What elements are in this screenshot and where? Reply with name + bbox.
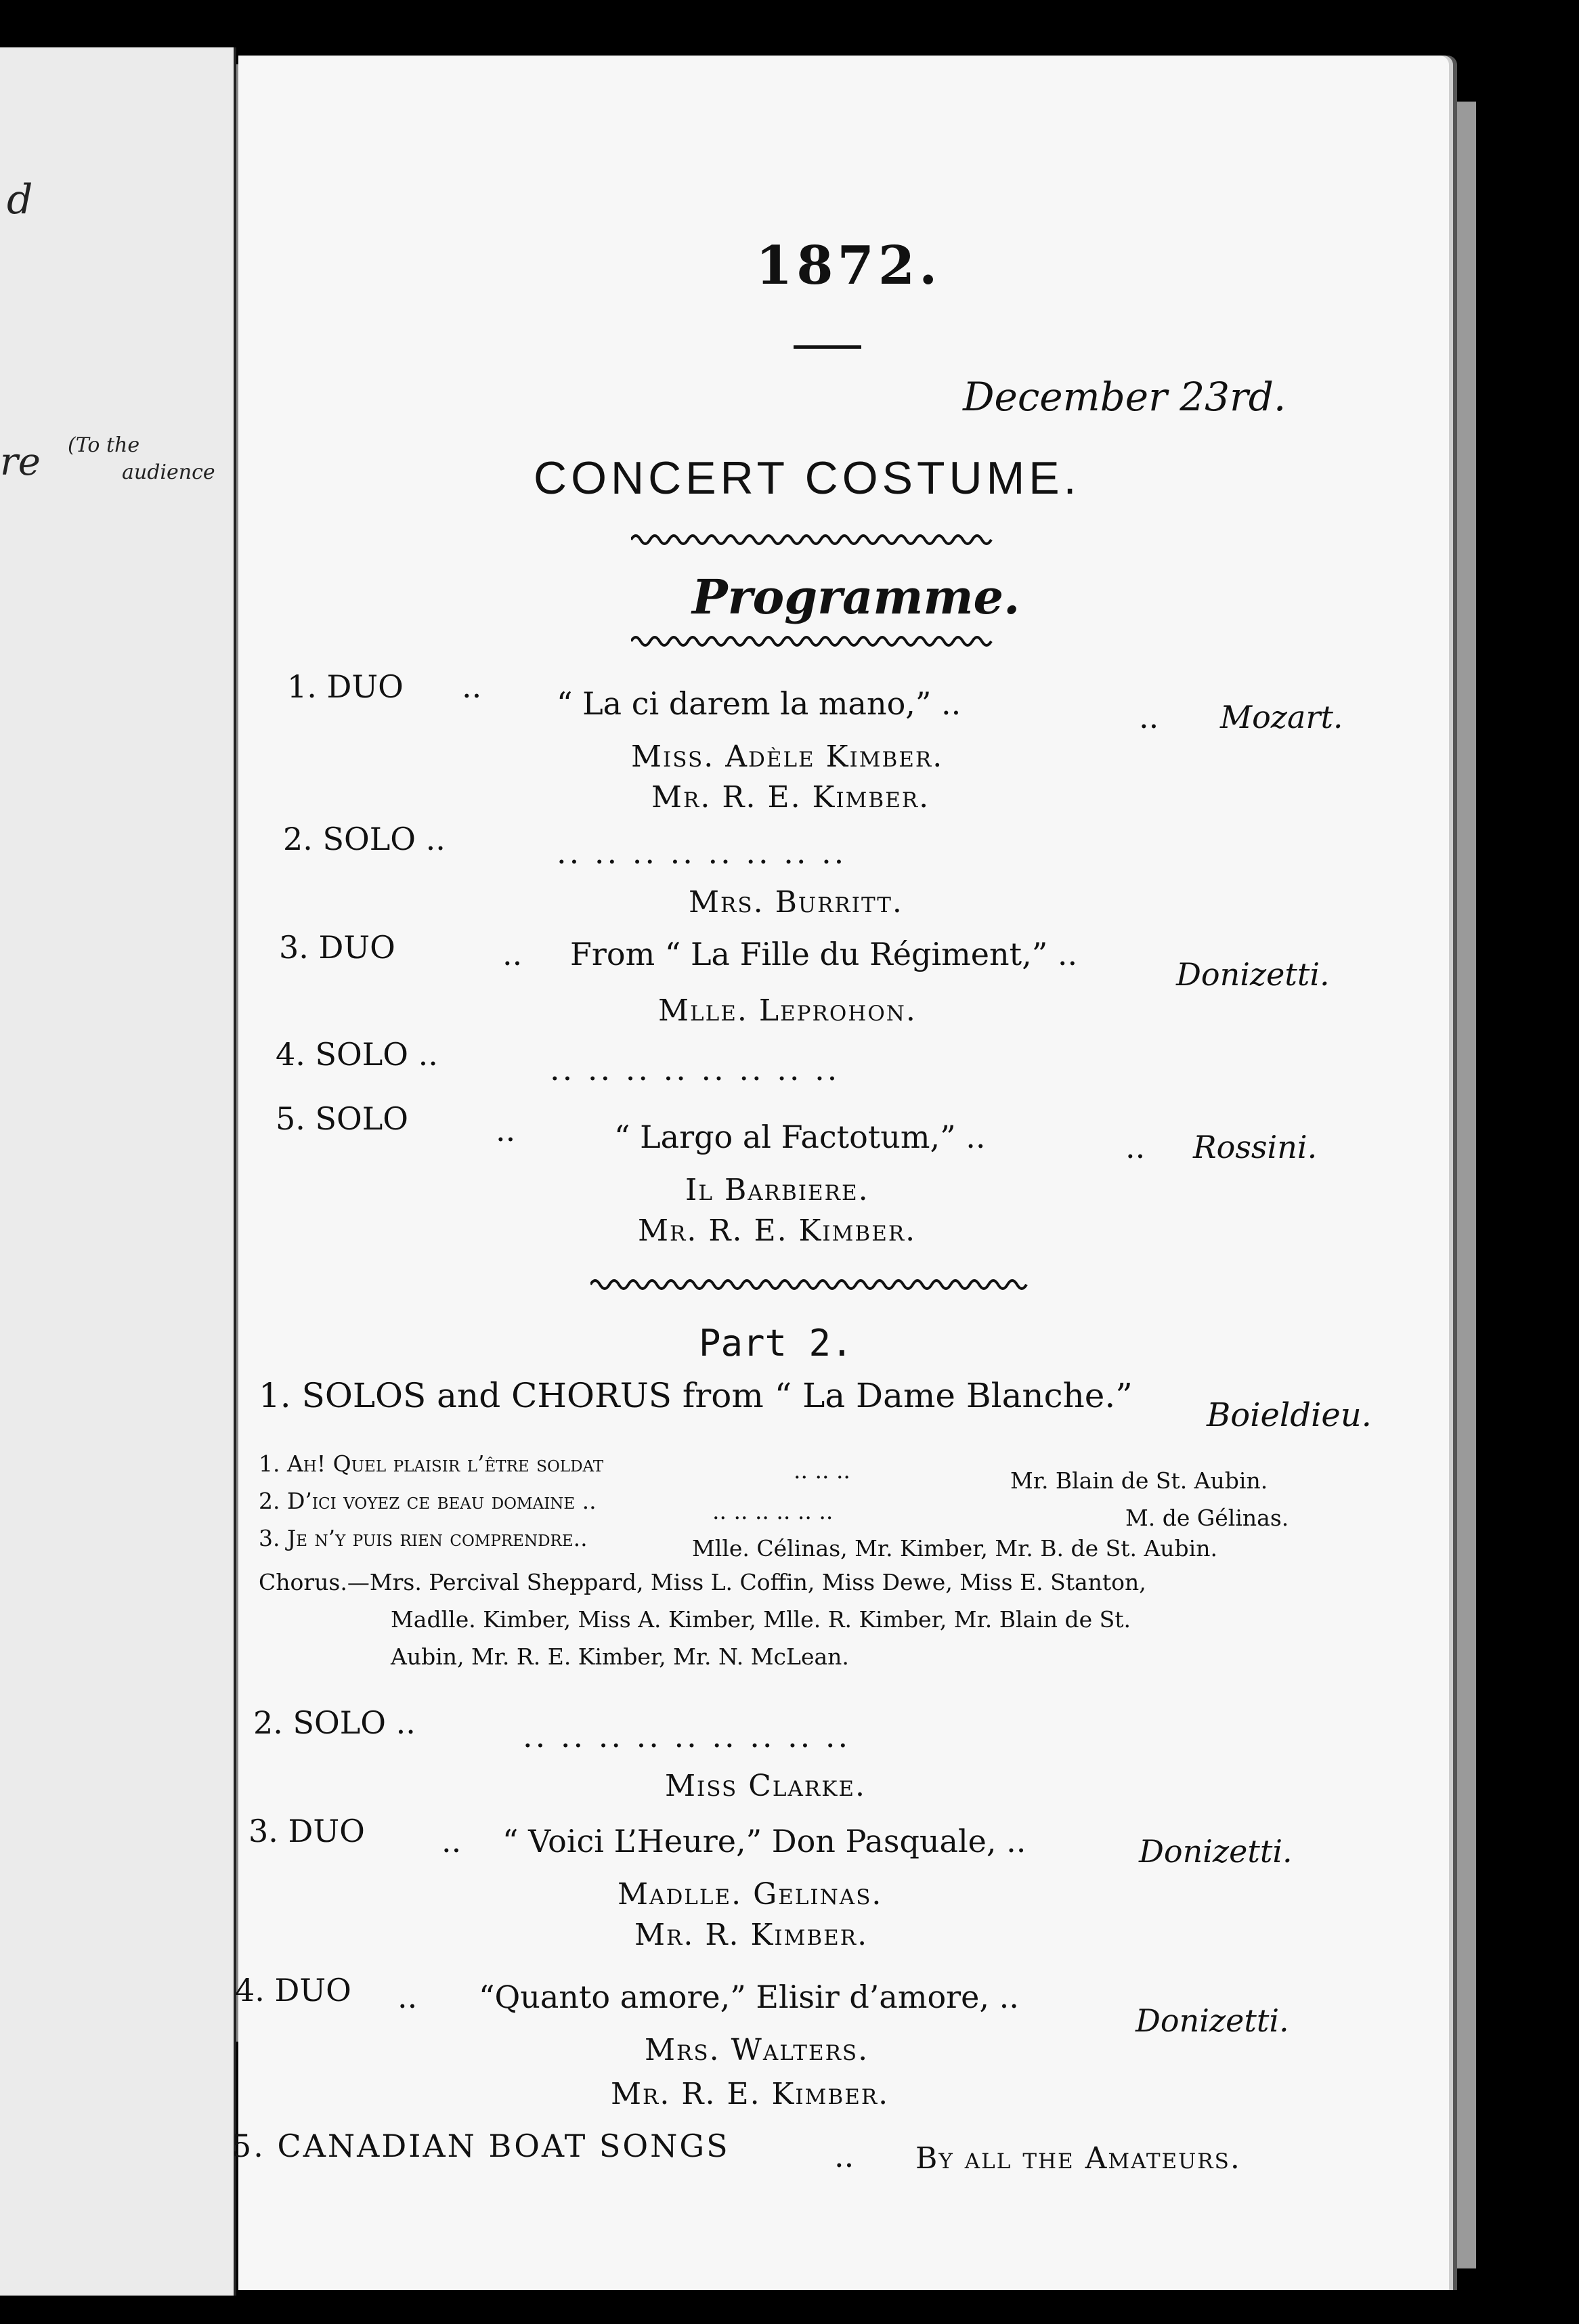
leader-dots: ..	[834, 2138, 855, 2174]
title-rule	[794, 345, 861, 349]
page-edge	[1449, 102, 1476, 2268]
leader-dots: ..	[1125, 1129, 1146, 1165]
leader-dots: .. .. .. .. .. .. .. .. ..	[523, 1718, 851, 1755]
leader-dots: .. .. .. .. .. .. .. ..	[557, 834, 847, 871]
performer: Il Barbiere.	[685, 1173, 869, 1207]
leader-dots: ..	[502, 936, 523, 972]
programme-page	[232, 56, 1449, 2290]
item-number: 3. DUO	[248, 1813, 365, 1849]
composer: Boieldieu.	[1207, 1396, 1372, 1434]
leader-dots: .. .. .. .. .. ..	[712, 1498, 834, 1524]
item-number: 5. SOLO	[276, 1100, 408, 1137]
ornament-wave	[631, 631, 997, 651]
leader-dots: ..	[441, 1823, 462, 1859]
performer: Mr. R. E. Kimber.	[611, 2077, 890, 2111]
performer: Mr. R. E. Kimber.	[638, 1213, 917, 1248]
subitem-label: 2. D’ici voyez ce beau domaine ..	[259, 1488, 597, 1514]
item-number: 4. DUO	[235, 1972, 351, 2008]
composer: Rossini.	[1193, 1129, 1318, 1165]
piece-title: “ La ci darem la mano,” ..	[557, 685, 961, 722]
item-number: 1. DUO	[287, 668, 404, 705]
performer: Mr. Blain de St. Aubin.	[1010, 1467, 1268, 1494]
year: 1872.	[756, 235, 942, 297]
performer: Mr. R. Kimber.	[634, 1918, 869, 1952]
piece-title: “ Largo al Factotum,” ..	[614, 1119, 986, 1155]
item-number: 3. DUO	[279, 929, 395, 966]
item-number: 5. CANADIAN BOAT SONGS	[232, 2128, 730, 2164]
chorus-line: Chorus.—Mrs. Percival Sheppard, Miss L. Coffin, Miss Dewe, Miss E. Stanton,	[259, 1569, 1146, 1595]
leader-dots: ..	[462, 668, 482, 705]
subitem-label: 1. Ah! Quel plaisir l’être soldat	[259, 1450, 604, 1477]
composer: Mozart.	[1220, 699, 1343, 735]
performer: Miss Clarke.	[665, 1769, 866, 1803]
part2-item1-heading: 1. SOLOS and CHORUS from “ La Dame Blanche.”	[259, 1376, 1133, 1415]
part2-heading: Part 2.	[699, 1322, 853, 1364]
piece-title: “Quanto amore,” Elisir d’amore, ..	[479, 1979, 1019, 2015]
item-number: 2. SOLO ..	[283, 821, 446, 857]
ornament-wave	[631, 530, 997, 550]
chorus-line: Madlle. Kimber, Miss A. Kimber, Mlle. R. Kimber, Mr. Blain de St.	[391, 1606, 1131, 1633]
piece-title: From “ La Fille du Régiment,” ..	[570, 936, 1078, 972]
composer: Donizetti.	[1139, 1833, 1293, 1870]
leader-dots: ..	[496, 1112, 516, 1148]
performer: Mrs. Walters.	[645, 2033, 869, 2067]
date: December 23rd.	[963, 374, 1286, 420]
piece-title: “ Voici L’Heure,” Don Pasquale, ..	[502, 1823, 1026, 1859]
leader-dots: .. .. ..	[794, 1457, 850, 1484]
leader-dots: .. .. .. .. .. .. .. ..	[550, 1051, 840, 1088]
performer: Mr. R. E. Kimber.	[651, 780, 930, 815]
leader-dots: ..	[1139, 699, 1159, 735]
ornament-wave	[590, 1274, 1037, 1295]
left-fragment: re	[0, 440, 41, 484]
left-fragment: d	[7, 176, 33, 223]
item-number: 4. SOLO ..	[276, 1036, 438, 1073]
composer: Donizetti.	[1135, 2002, 1289, 2039]
performer: M. de Gélinas.	[1125, 1505, 1289, 1531]
concert-title: CONCERT COSTUME.	[534, 452, 1081, 504]
performer: By all the Amateurs.	[915, 2141, 1241, 2176]
left-page	[0, 47, 236, 2296]
performer: Mlle. Leprohon.	[658, 993, 917, 1028]
left-fragment: audience	[122, 460, 215, 484]
performer: Mrs. Burritt.	[689, 885, 903, 920]
leader-dots: ..	[397, 1979, 418, 2015]
performer: Miss. Adèle Kimber.	[631, 739, 944, 774]
performer: Mlle. Célinas, Mr. Kimber, Mr. B. de St. Aubin.	[692, 1535, 1217, 1562]
performer: Madlle. Gelinas.	[618, 1877, 883, 1912]
item-number: 2. SOLO ..	[253, 1704, 416, 1741]
composer: Donizetti.	[1176, 956, 1330, 993]
chorus-line: Aubin, Mr. R. E. Kimber, Mr. N. McLean.	[391, 1643, 849, 1670]
subitem-label: 3. Je n’y puis rien comprendre..	[259, 1525, 588, 1551]
left-fragment: (To the	[68, 433, 140, 457]
programme-heading: Programme.	[692, 569, 1020, 625]
